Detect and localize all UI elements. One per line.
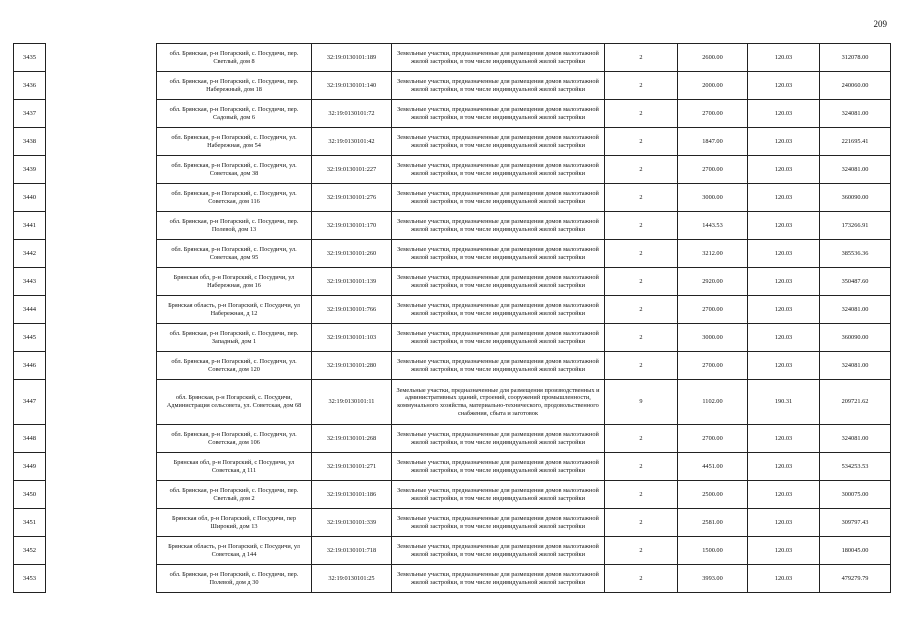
empty-cell	[46, 296, 157, 324]
empty-cell	[46, 425, 157, 453]
rate-cell: 120.03	[748, 481, 820, 509]
group-cell: 2	[605, 453, 678, 481]
group-cell: 2	[605, 425, 678, 453]
land-use-cell: Земельные участки, предназначенные для размещения домов малоэтажной жилой застройки, в том числе индивидуальной жилой застройки	[392, 72, 605, 100]
group-cell: 2	[605, 44, 678, 72]
land-use-cell: Земельные участки, предназначенные для размещения домов малоэтажной жилой застройки, в том числе индивидуальной жилой застройки	[392, 156, 605, 184]
area-cell: 4451.00	[678, 453, 748, 481]
group-cell: 2	[605, 156, 678, 184]
area-cell: 2700.00	[678, 352, 748, 380]
address-cell: Брянская область, р-н Погарский, с Посудичи, ул Набережная, д 12	[157, 296, 312, 324]
rate-cell: 120.03	[748, 156, 820, 184]
table-row	[14, 240, 891, 268]
cadastral-number-cell: 32:19:0130101:42	[312, 128, 392, 156]
row-number: 3435	[14, 44, 46, 72]
land-use-cell: Земельные участки, предназначенные для размещения домов малоэтажной жилой застройки, в том числе индивидуальной жилой застройки	[392, 128, 605, 156]
group-cell: 2	[605, 352, 678, 380]
land-use-cell: Земельные участки, предназначенные для размещения домов малоэтажной жилой застройки, в том числе индивидуальной жилой застройки	[392, 296, 605, 324]
land-use-cell: Земельные участки, предназначенные для размещения домов малоэтажной жилой застройки, в том числе индивидуальной жилой застройки	[392, 453, 605, 481]
cadastral-value-cell: 350487.60	[820, 268, 891, 296]
land-use-cell: Земельные участки, предназначенные для размещения домов малоэтажной жилой застройки, в том числе индивидуальной жилой застройки	[392, 509, 605, 537]
rate-cell: 120.03	[748, 565, 820, 593]
row-number: 3441	[14, 212, 46, 240]
cadastral-number-cell: 32:19:0130101:170	[312, 212, 392, 240]
land-use-cell: Земельные участки, предназначенные для размещения домов малоэтажной жилой застройки, в том числе индивидуальной жилой застройки	[392, 268, 605, 296]
cadastral-value-cell: 360090.00	[820, 184, 891, 212]
rate-cell: 120.03	[748, 296, 820, 324]
group-cell: 2	[605, 324, 678, 352]
address-cell: обл. Брянская, р-н Погарский, с. Посудичи, пер. Светлый, дом 8	[157, 44, 312, 72]
group-cell: 2	[605, 509, 678, 537]
area-cell: 2000.00	[678, 72, 748, 100]
group-cell: 9	[605, 380, 678, 425]
group-cell: 2	[605, 268, 678, 296]
table-row	[14, 100, 891, 128]
group-cell: 2	[605, 240, 678, 268]
rate-cell: 120.03	[748, 268, 820, 296]
empty-cell	[46, 324, 157, 352]
cadastral-value-cell: 534253.53	[820, 453, 891, 481]
row-number: 3452	[14, 537, 46, 565]
empty-cell	[46, 100, 157, 128]
cadastral-value-cell: 360090.00	[820, 324, 891, 352]
area-cell: 3000.00	[678, 184, 748, 212]
table-row	[14, 156, 891, 184]
row-number: 3436	[14, 72, 46, 100]
row-number: 3447	[14, 380, 46, 425]
rate-cell: 120.03	[748, 100, 820, 128]
cadastral-number-cell: 32:19:0130101:103	[312, 324, 392, 352]
area-cell: 2700.00	[678, 100, 748, 128]
rate-cell: 120.03	[748, 453, 820, 481]
table-row	[14, 509, 891, 537]
table-row	[14, 296, 891, 324]
address-cell: Брянская область, р-н Погарский, с Посудичи, ул Советская, д 144	[157, 537, 312, 565]
area-cell: 2700.00	[678, 425, 748, 453]
address-cell: Брянская обл, р-н Погарский, с Посудичи, ул Советская, д 111	[157, 453, 312, 481]
rate-cell: 120.03	[748, 509, 820, 537]
land-use-cell: Земельные участки, предназначенные для размещения домов малоэтажной жилой застройки, в том числе индивидуальной жилой застройки	[392, 324, 605, 352]
table-row	[14, 324, 891, 352]
group-cell: 2	[605, 481, 678, 509]
address-cell: обл. Брянская, р-н Погарский, с. Посудичи, Администрация сельсовета, ул. Советская, дом 68	[157, 380, 312, 425]
cadastral-number-cell: 32:19:0130101:25	[312, 565, 392, 593]
table-row	[14, 212, 891, 240]
empty-cell	[46, 212, 157, 240]
cadastral-value-cell: 479279.79	[820, 565, 891, 593]
rate-cell: 120.03	[748, 324, 820, 352]
land-use-cell: Земельные участки, предназначенные для размещения домов малоэтажной жилой застройки, в том числе индивидуальной жилой застройки	[392, 352, 605, 380]
address-cell: Брянская обл, р-н Погарский, с Посудичи, ул Набережная, дом 16	[157, 268, 312, 296]
cadastral-number-cell: 32:19:0130101:339	[312, 509, 392, 537]
area-cell: 3000.00	[678, 324, 748, 352]
address-cell: обл. Брянская, р-н Погарский, с. Посудичи, пер. Полевой, дом 13	[157, 212, 312, 240]
table-row	[14, 453, 891, 481]
cadastral-value-cell: 324081.00	[820, 100, 891, 128]
empty-cell	[46, 453, 157, 481]
table-row	[14, 128, 891, 156]
row-number: 3442	[14, 240, 46, 268]
address-cell: обл. Брянская, р-н Погарский, с. Посудичи, ул. Советская, дом 38	[157, 156, 312, 184]
area-cell: 1102.00	[678, 380, 748, 425]
row-number: 3443	[14, 268, 46, 296]
group-cell: 2	[605, 72, 678, 100]
empty-cell	[46, 184, 157, 212]
cadastral-value-cell: 180045.00	[820, 537, 891, 565]
address-cell: обл. Брянская, р-н Погарский, с. Посудичи, ул. Советская, дом 95	[157, 240, 312, 268]
cadastral-value-cell: 221695.41	[820, 128, 891, 156]
group-cell: 2	[605, 212, 678, 240]
area-cell: 2920.00	[678, 268, 748, 296]
cadastral-value-cell: 324081.00	[820, 296, 891, 324]
land-use-cell: Земельные участки, предназначенные для размещения домов малоэтажной жилой застройки, в том числе индивидуальной жилой застройки	[392, 212, 605, 240]
table-row	[14, 72, 891, 100]
group-cell: 2	[605, 128, 678, 156]
address-cell: обл. Брянская, р-н Погарский, с. Посудичи, ул. Советская, дом 116	[157, 184, 312, 212]
table-row	[14, 44, 891, 72]
cadastral-number-cell: 32:19:0130101:260	[312, 240, 392, 268]
cadastral-number-cell: 32:19:0130101:72	[312, 100, 392, 128]
empty-cell	[46, 240, 157, 268]
area-cell: 2700.00	[678, 156, 748, 184]
cadastral-number-cell: 32:19:0130101:140	[312, 72, 392, 100]
group-cell: 2	[605, 184, 678, 212]
area-cell: 2500.00	[678, 481, 748, 509]
row-number: 3450	[14, 481, 46, 509]
rate-cell: 120.03	[748, 184, 820, 212]
rate-cell: 120.03	[748, 72, 820, 100]
row-number: 3446	[14, 352, 46, 380]
cadastral-number-cell: 32:19:0130101:268	[312, 425, 392, 453]
cadastral-value-cell: 173266.91	[820, 212, 891, 240]
row-number: 3451	[14, 509, 46, 537]
rate-cell: 190.31	[748, 380, 820, 425]
area-cell: 1847.00	[678, 128, 748, 156]
cadastral-number-cell: 32:19:0130101:227	[312, 156, 392, 184]
area-cell: 2581.00	[678, 509, 748, 537]
empty-cell	[46, 565, 157, 593]
rate-cell: 120.03	[748, 128, 820, 156]
row-number: 3445	[14, 324, 46, 352]
address-cell: обл. Брянская, р-н Погарский, с. Посудичи, пер. Светлый, дом 2	[157, 481, 312, 509]
land-use-cell: Земельные участки, предназначенные для размещения домов малоэтажной жилой застройки, в том числе индивидуальной жилой застройки	[392, 537, 605, 565]
row-number: 3449	[14, 453, 46, 481]
cadastral-value-cell: 309797.43	[820, 509, 891, 537]
rate-cell: 120.03	[748, 352, 820, 380]
area-cell: 2700.00	[678, 296, 748, 324]
land-use-cell: Земельные участки, предназначенные для размещения домов малоэтажной жилой застройки, в том числе индивидуальной жилой застройки	[392, 44, 605, 72]
cadastral-value-cell: 300075.00	[820, 481, 891, 509]
land-use-cell: Земельные участки, предназначенные для размещения производственных и административных зданий, строений, сооружений промышленности, коммунального хозяйства, материально-технического, продовольственного снабжения, сбыта и заготовок	[392, 380, 605, 425]
table-row	[14, 481, 891, 509]
cadastral-number-cell: 32:19:0130101:139	[312, 268, 392, 296]
area-cell: 3212.00	[678, 240, 748, 268]
empty-cell	[46, 44, 157, 72]
empty-cell	[46, 128, 157, 156]
row-number: 3444	[14, 296, 46, 324]
land-use-cell: Земельные участки, предназначенные для размещения домов малоэтажной жилой застройки, в том числе индивидуальной жилой застройки	[392, 481, 605, 509]
empty-cell	[46, 481, 157, 509]
cadastral-value-cell: 324081.00	[820, 425, 891, 453]
land-use-cell: Земельные участки, предназначенные для размещения домов малоэтажной жилой застройки, в том числе индивидуальной жилой застройки	[392, 100, 605, 128]
cadastral-value-cell: 240060.00	[820, 72, 891, 100]
cadastral-value-cell: 312078.00	[820, 44, 891, 72]
row-number: 3440	[14, 184, 46, 212]
table-row	[14, 565, 891, 593]
row-number: 3448	[14, 425, 46, 453]
table-row	[14, 184, 891, 212]
cadastral-value-cell: 324081.00	[820, 352, 891, 380]
land-use-cell: Земельные участки, предназначенные для размещения домов малоэтажной жилой застройки, в том числе индивидуальной жилой застройки	[392, 565, 605, 593]
address-cell: обл. Брянская, р-н Погарский, с. Посудичи, ул. Советская, дом 106	[157, 425, 312, 453]
area-cell: 1500.00	[678, 537, 748, 565]
address-cell: обл. Брянская, р-н Погарский, с. Посудичи, пер. Набережный, дом 18	[157, 72, 312, 100]
cadastral-value-cell: 385536.36	[820, 240, 891, 268]
empty-cell	[46, 352, 157, 380]
land-use-cell: Земельные участки, предназначенные для размещения домов малоэтажной жилой застройки, в том числе индивидуальной жилой застройки	[392, 425, 605, 453]
group-cell: 2	[605, 565, 678, 593]
rate-cell: 120.03	[748, 44, 820, 72]
group-cell: 2	[605, 537, 678, 565]
group-cell: 2	[605, 100, 678, 128]
land-registry-table	[13, 43, 891, 593]
rate-cell: 120.03	[748, 537, 820, 565]
rate-cell: 120.03	[748, 212, 820, 240]
cadastral-number-cell: 32:19:0130101:718	[312, 537, 392, 565]
address-cell: Брянская обл, р-н Погарский, с Посудичи, пер Широкий, дом 13	[157, 509, 312, 537]
area-cell: 1443.53	[678, 212, 748, 240]
empty-cell	[46, 72, 157, 100]
empty-cell	[46, 156, 157, 184]
page-number: 209	[873, 19, 887, 29]
cadastral-number-cell: 32:19:0130101:276	[312, 184, 392, 212]
empty-cell	[46, 509, 157, 537]
area-cell: 2600.00	[678, 44, 748, 72]
area-cell: 3993.00	[678, 565, 748, 593]
land-use-cell: Земельные участки, предназначенные для размещения домов малоэтажной жилой застройки, в том числе индивидуальной жилой застройки	[392, 184, 605, 212]
cadastral-number-cell: 32:19:0130101:189	[312, 44, 392, 72]
table-row	[14, 425, 891, 453]
row-number: 3439	[14, 156, 46, 184]
cadastral-value-cell: 324081.00	[820, 156, 891, 184]
empty-cell	[46, 537, 157, 565]
land-use-cell: Земельные участки, предназначенные для размещения домов малоэтажной жилой застройки, в том числе индивидуальной жилой застройки	[392, 240, 605, 268]
cadastral-number-cell: 32:19:0130101:271	[312, 453, 392, 481]
empty-cell	[46, 380, 157, 425]
table-row	[14, 352, 891, 380]
cadastral-number-cell: 32:19:0130101:766	[312, 296, 392, 324]
address-cell: обл. Брянская, р-н Погарский, с. Посудичи, пер. Садовый, дом 6	[157, 100, 312, 128]
group-cell: 2	[605, 296, 678, 324]
table-row	[14, 537, 891, 565]
cadastral-number-cell: 32:19:0130101:11	[312, 380, 392, 425]
row-number: 3453	[14, 565, 46, 593]
row-number: 3438	[14, 128, 46, 156]
address-cell: обл. Брянская, р-н Погарский, с. Посудичи, ул. Советская, дом 120	[157, 352, 312, 380]
cadastral-value-cell: 209721.62	[820, 380, 891, 425]
row-number: 3437	[14, 100, 46, 128]
address-cell: обл. Брянская, р-н Погарский, с. Посудичи, пер. Западный, дом 1	[157, 324, 312, 352]
table-row	[14, 380, 891, 425]
cadastral-number-cell: 32:19:0130101:280	[312, 352, 392, 380]
address-cell: обл. Брянская, р-н Погарский, с. Посудичи, ул. Набережная, дом 54	[157, 128, 312, 156]
cadastral-number-cell: 32:19:0130101:186	[312, 481, 392, 509]
table-row	[14, 268, 891, 296]
rate-cell: 120.03	[748, 425, 820, 453]
rate-cell: 120.03	[748, 240, 820, 268]
empty-cell	[46, 268, 157, 296]
address-cell: обл. Брянская, р-н Погарский, с. Посудичи, пер. Полевой, дом д 30	[157, 565, 312, 593]
